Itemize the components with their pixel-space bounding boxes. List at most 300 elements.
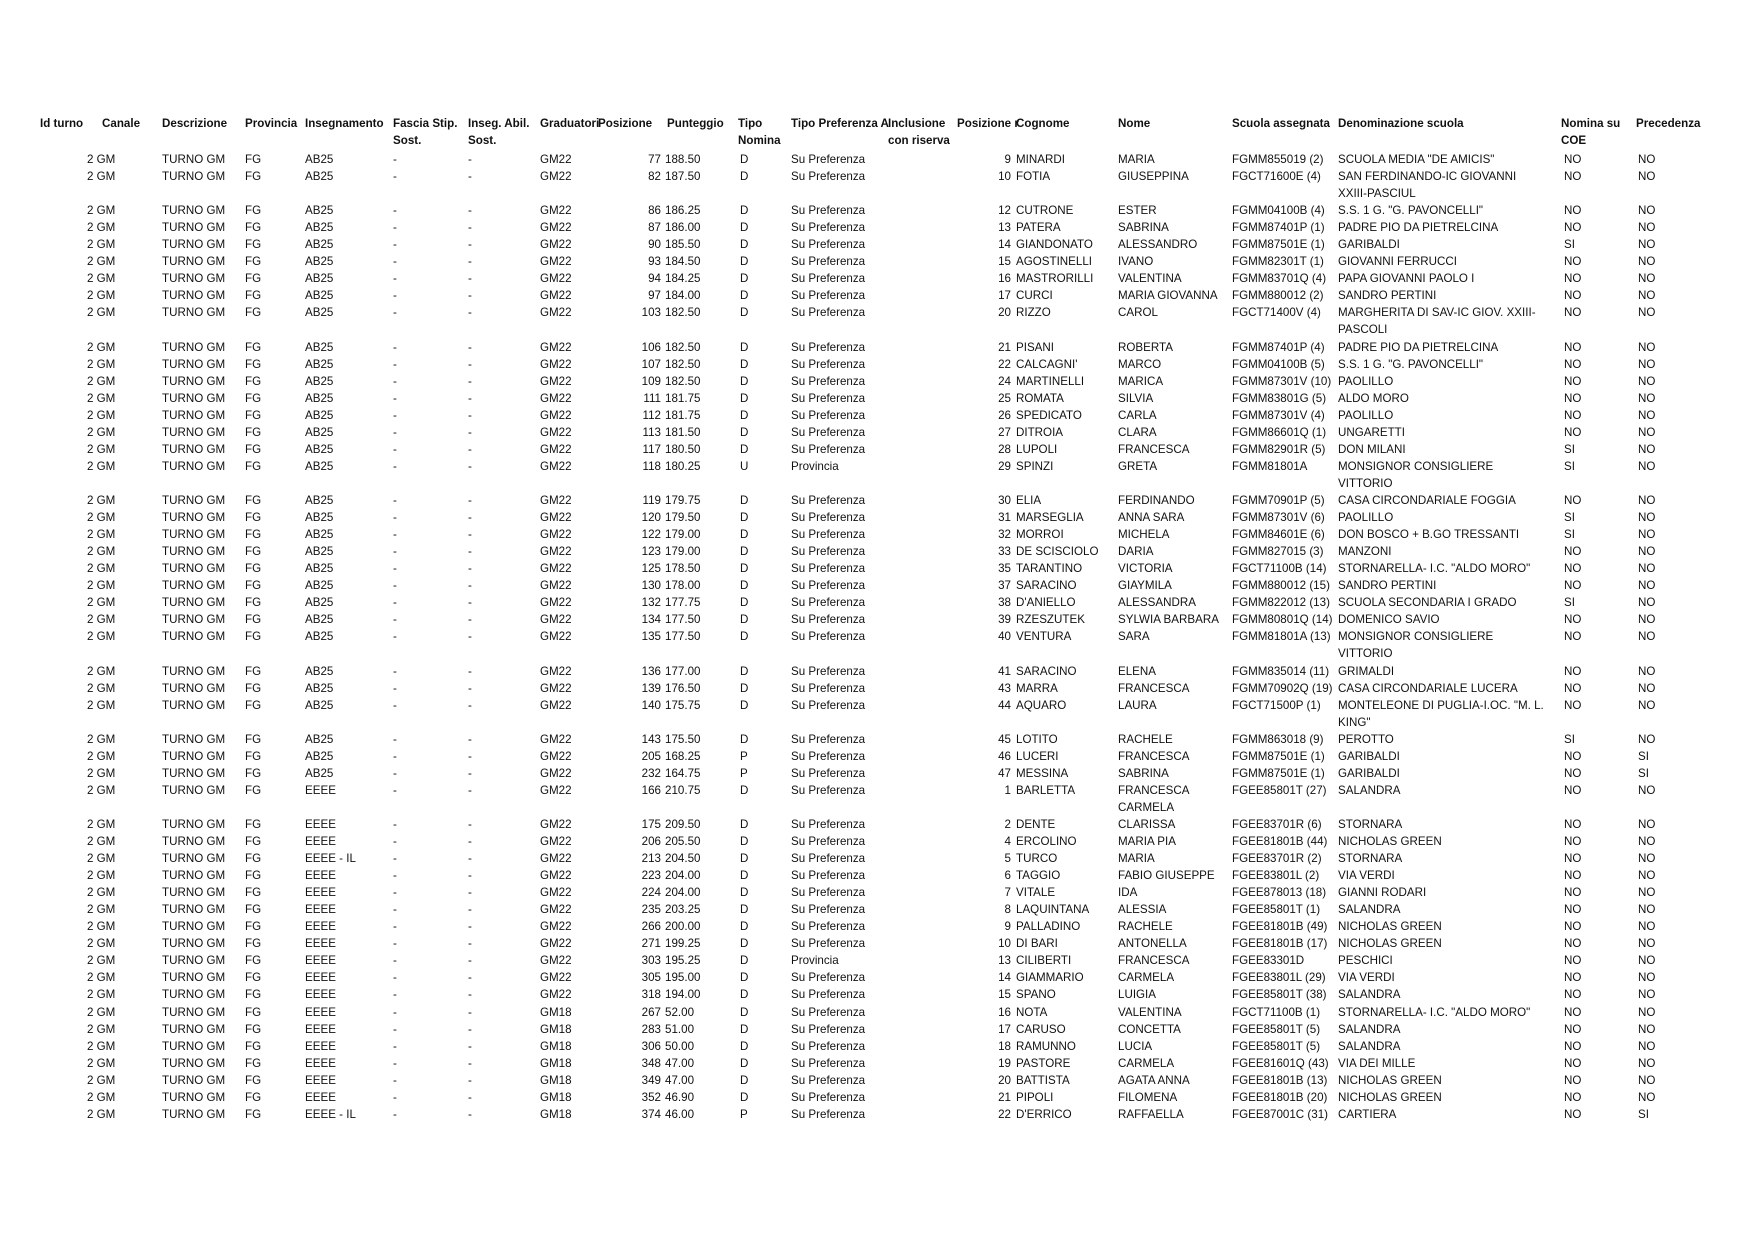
table-cell-desc: TURNO GM xyxy=(162,1022,226,1036)
table-cell-pos: 106 xyxy=(641,340,661,354)
table-cell-cognome: BATTISTA xyxy=(1016,1073,1070,1087)
table-cell-desc: TURNO GM xyxy=(162,442,226,456)
table-cell-desc: TURNO GM xyxy=(162,954,226,968)
table-cell-scuola: FGMM880012 (15) xyxy=(1232,579,1330,593)
table-cell-grad: GM22 xyxy=(540,835,572,848)
table-cell-desc: TURNO GM xyxy=(162,494,226,507)
table-cell-pref: Su Preferenza xyxy=(791,425,866,439)
table-cell-denom: PADRE PIO DA PIETRELCINA xyxy=(1338,221,1499,235)
table-cell-punt: 179.00 xyxy=(665,545,701,559)
header-denominazione-scuola: Denominazione scuola xyxy=(1338,117,1464,130)
table-cell-coe: NO xyxy=(1564,1005,1582,1019)
table-cell-scuola: FGMM827015 (3) xyxy=(1232,545,1324,559)
table-cell-coe: NO xyxy=(1564,630,1582,644)
table-cell-nome: SARA xyxy=(1118,630,1150,644)
table-cell-tipo: D xyxy=(740,272,749,286)
table-cell-desc: TURNO GM xyxy=(162,562,226,576)
table-cell-prov: FG xyxy=(245,1005,262,1019)
table-cell-nome: DARIA xyxy=(1118,545,1154,559)
table-cell-grad: GM22 xyxy=(540,732,572,746)
table-cell-punt: 179.00 xyxy=(665,528,701,542)
table-cell-pos: 134 xyxy=(641,613,661,627)
table-cell-prov: FG xyxy=(245,817,262,831)
header-fascia-stip: Fascia Stip. xyxy=(393,117,458,130)
table-cell-grad: GM22 xyxy=(540,971,572,985)
table-cell-desc: TURNO GM xyxy=(162,664,226,678)
table-cell-fascia: - xyxy=(393,221,397,235)
table-cell-fascia: - xyxy=(393,511,397,525)
table-cell-nome: FRANCESCA xyxy=(1118,442,1190,456)
table-cell-punt: 182.50 xyxy=(665,340,701,354)
table-cell-canale: 2 GM xyxy=(87,494,116,507)
table-cell-posr: 17 xyxy=(998,1022,1011,1036)
table-cell-fascia: - xyxy=(393,442,397,456)
table-cell-punt: 205.50 xyxy=(665,835,701,848)
table-cell-abil: - xyxy=(468,442,472,456)
table-cell-tipo: D xyxy=(740,630,749,644)
table-cell-ins: AB25 xyxy=(305,374,334,388)
table-cell-denom: PAPA GIOVANNI PAOLO I xyxy=(1338,272,1475,286)
table-cell-tipo: D xyxy=(740,613,749,627)
table-cell-scuola: FGCT71100B (1) xyxy=(1232,1005,1321,1019)
table-cell-posr: 2 xyxy=(1004,817,1011,831)
table-cell-cognome: TAGGIO xyxy=(1016,869,1061,883)
table-cell-scuola: FGEE83701R (2) xyxy=(1232,852,1322,866)
table-cell-prov: FG xyxy=(245,988,262,1002)
table-cell-tipo: D xyxy=(740,494,749,507)
table-cell-tipo: D xyxy=(740,954,749,968)
table-cell-abil: - xyxy=(468,545,472,559)
table-cell-coe: NO xyxy=(1564,903,1582,917)
table-cell-prec: NO xyxy=(1638,204,1656,218)
table-cell-prov: FG xyxy=(245,783,262,797)
table-cell-ins: EEEE xyxy=(305,835,336,848)
table-cell-nome: VICTORIA xyxy=(1118,562,1173,576)
table-cell-punt: 46.90 xyxy=(665,1090,695,1104)
table-cell-cognome: VENTURA xyxy=(1016,630,1072,644)
table-cell-canale: 2 GM xyxy=(87,664,116,678)
table-cell-posr: 4 xyxy=(1004,835,1011,848)
table-cell-cognome: MASTRORILLI xyxy=(1016,272,1094,286)
table-cell-prec: NO xyxy=(1638,1005,1656,1019)
table-cell-fascia: - xyxy=(393,408,397,422)
table-cell-prec: NO xyxy=(1638,562,1656,576)
table-cell-desc: TURNO GM xyxy=(162,852,226,866)
table-cell-pos: 303 xyxy=(641,954,661,968)
header-inseg-abil: Inseg. Abil. xyxy=(468,117,530,130)
table-cell-abil: - xyxy=(468,1022,472,1036)
table-cell-canale: 2 GM xyxy=(87,391,116,405)
table-cell-posr: 17 xyxy=(998,289,1011,303)
table-cell-desc: TURNO GM xyxy=(162,596,226,610)
table-cell-abil: - xyxy=(468,170,472,184)
table-cell-nome: RACHELE xyxy=(1118,920,1173,934)
table-cell-canale: 2 GM xyxy=(87,835,116,848)
table-cell-posr: 44 xyxy=(998,698,1011,712)
table-cell-nome: ALESSANDRO xyxy=(1118,238,1198,252)
table-cell-cognome: BARLETTA xyxy=(1016,783,1076,797)
table-cell-denom: GARIBALDI xyxy=(1338,749,1400,763)
table-cell-prec: NO xyxy=(1638,238,1656,252)
table-cell-canale: 2 GM xyxy=(87,613,116,627)
table-cell-cognome: CUTRONE xyxy=(1016,204,1074,218)
table-cell-prec: NO xyxy=(1638,1090,1656,1104)
table-cell-grad: GM22 xyxy=(540,442,572,456)
table-cell-punt: 47.00 xyxy=(665,1056,695,1070)
table-cell-denom: VIA VERDI xyxy=(1338,971,1395,985)
table-cell-ins: EEEE xyxy=(305,1022,336,1036)
table-cell-grad: GM22 xyxy=(540,562,572,576)
table-cell-ins: EEEE xyxy=(305,1005,336,1019)
table-cell-pref: Su Preferenza xyxy=(791,255,866,269)
table-cell-pos: 232 xyxy=(641,766,661,780)
table-cell-canale: 2 GM xyxy=(87,170,116,184)
table-cell-grad: GM22 xyxy=(540,545,572,559)
table-cell-desc: TURNO GM xyxy=(162,613,226,627)
table-cell-punt: 184.50 xyxy=(665,255,701,269)
header-posizione: Posizione xyxy=(598,117,653,130)
table-cell-ins: EEEE xyxy=(305,1073,336,1087)
header-graduatoria: Graduatori xyxy=(540,117,600,130)
table-cell-pos: 223 xyxy=(641,869,661,883)
table-cell-posr: 28 xyxy=(998,442,1011,456)
table-cell-posr: 43 xyxy=(998,681,1011,695)
table-cell-ins: AB25 xyxy=(305,494,334,507)
table-cell-abil: - xyxy=(468,408,472,422)
table-cell-fascia: - xyxy=(393,698,397,712)
table-cell-fascia: - xyxy=(393,954,397,968)
table-cell-grad: GM18 xyxy=(540,1056,572,1070)
table-cell-tipo: D xyxy=(740,852,749,866)
table-cell-fascia: - xyxy=(393,1039,397,1053)
table-cell-ins: EEEE - IL xyxy=(305,1107,356,1121)
table-cell-coe: SI xyxy=(1564,732,1575,746)
table-cell-desc: TURNO GM xyxy=(162,357,226,371)
table-cell-pos: 267 xyxy=(641,1005,661,1019)
table-cell-punt: 204.00 xyxy=(665,886,701,900)
table-cell-canale: 2 GM xyxy=(87,988,116,1002)
table-cell-canale: 2 GM xyxy=(87,255,116,269)
table-cell-coe: NO xyxy=(1564,425,1582,439)
table-cell-desc: TURNO GM xyxy=(162,306,226,320)
table-cell-prov: FG xyxy=(245,835,262,848)
table-cell-nome: SABRINA xyxy=(1118,221,1169,235)
table-cell-canale: 2 GM xyxy=(87,374,116,388)
table-cell-grad: GM22 xyxy=(540,613,572,627)
table-cell-denom: SAN FERDINANDO-IC GIOVANNI XXIII-PASCIUL xyxy=(1338,170,1517,201)
table-cell-abil: - xyxy=(468,459,472,473)
table-cell-fascia: - xyxy=(393,545,397,559)
table-cell-ins: AB25 xyxy=(305,732,334,746)
table-cell-fascia: - xyxy=(393,1005,397,1019)
table-cell-punt: 184.25 xyxy=(665,272,701,286)
table-cell-pos: 90 xyxy=(648,238,661,252)
table-cell-prov: FG xyxy=(245,1039,262,1053)
table-cell-fascia: - xyxy=(393,391,397,405)
table-cell-cognome: SARACINO xyxy=(1016,664,1077,678)
table-cell-fascia: - xyxy=(393,289,397,303)
table-cell-pos: 318 xyxy=(641,988,661,1002)
table-cell-abil: - xyxy=(468,153,472,166)
table-cell-fascia: - xyxy=(393,238,397,252)
header-inclusione: Inclusione xyxy=(888,117,946,130)
table-cell-canale: 2 GM xyxy=(87,971,116,985)
table-cell-fascia: - xyxy=(393,340,397,354)
table-cell-prec: NO xyxy=(1638,920,1656,934)
header-inseg-abil-2: Sost. xyxy=(468,134,497,147)
table-cell-abil: - xyxy=(468,494,472,507)
table-cell-abil: - xyxy=(468,903,472,917)
table-cell-prov: FG xyxy=(245,869,262,883)
header-nome: Nome xyxy=(1118,117,1151,130)
table-cell-cognome: D'ERRICO xyxy=(1016,1107,1072,1121)
table-cell-nome: RACHELE xyxy=(1118,732,1173,746)
table-cell-cognome: GIAMMARIO xyxy=(1016,971,1084,985)
table-cell-scuola: FGEE81801B (13) xyxy=(1232,1073,1328,1087)
table-cell-nome: ANTONELLA xyxy=(1118,937,1187,951)
table-cell-desc: TURNO GM xyxy=(162,1005,226,1019)
table-cell-posr: 9 xyxy=(1004,920,1011,934)
table-cell-grad: GM18 xyxy=(540,1073,572,1087)
table-cell-tipo: D xyxy=(740,1039,749,1053)
table-cell-desc: TURNO GM xyxy=(162,783,226,797)
table-cell-punt: 50.00 xyxy=(665,1039,695,1053)
table-cell-denom: STORNARELLA- I.C. "ALDO MORO" xyxy=(1338,1005,1531,1019)
table-cell-prec: NO xyxy=(1638,681,1656,695)
table-cell-cognome: ELIA xyxy=(1016,494,1042,507)
table-cell-scuola: FGMM83701Q (4) xyxy=(1232,272,1327,286)
table-cell-prov: FG xyxy=(245,1107,262,1121)
table-cell-abil: - xyxy=(468,852,472,866)
table-cell-pref: Su Preferenza xyxy=(791,204,866,218)
header-nomina-coe: Nomina su xyxy=(1561,117,1621,130)
table-cell-denom: GARIBALDI xyxy=(1338,766,1400,780)
table-cell-abil: - xyxy=(468,238,472,252)
table-cell-abil: - xyxy=(468,579,472,593)
table-cell-fascia: - xyxy=(393,886,397,900)
table-cell-ins: EEEE xyxy=(305,817,336,831)
table-cell-ins: AB25 xyxy=(305,630,334,644)
table-cell-pos: 130 xyxy=(641,579,661,593)
table-cell-nome: LAURA xyxy=(1118,698,1157,712)
table-cell-cognome: MESSINA xyxy=(1016,766,1069,780)
table-cell-grad: GM22 xyxy=(540,357,572,371)
table-cell-fascia: - xyxy=(393,630,397,644)
table-cell-desc: TURNO GM xyxy=(162,732,226,746)
table-cell-denom: SCUOLA MEDIA "DE AMICIS" xyxy=(1338,153,1495,166)
table-cell-desc: TURNO GM xyxy=(162,835,226,848)
table-cell-canale: 2 GM xyxy=(87,562,116,576)
table-cell-punt: 46.00 xyxy=(665,1107,695,1121)
table-cell-tipo: D xyxy=(740,1056,749,1070)
table-cell-desc: TURNO GM xyxy=(162,749,226,763)
table-cell-fascia: - xyxy=(393,783,397,797)
table-cell-abil: - xyxy=(468,988,472,1002)
table-cell-prov: FG xyxy=(245,511,262,525)
table-cell-pref: Su Preferenza xyxy=(791,1039,866,1053)
table-cell-abil: - xyxy=(468,374,472,388)
table-cell-abil: - xyxy=(468,562,472,576)
table-cell-coe: NO xyxy=(1564,988,1582,1002)
table-cell-denom: NICHOLAS GREEN xyxy=(1338,835,1442,848)
table-cell-ins: AB25 xyxy=(305,596,334,610)
table-cell-pref: Su Preferenza xyxy=(791,374,866,388)
table-cell-grad: GM22 xyxy=(540,988,572,1002)
table-cell-pos: 143 xyxy=(641,732,661,746)
table-cell-canale: 2 GM xyxy=(87,732,116,746)
table-cell-prov: FG xyxy=(245,255,262,269)
table-cell-prov: FG xyxy=(245,153,262,166)
header-tipo-nomina-2: Nomina xyxy=(738,134,781,147)
table-cell-prov: FG xyxy=(245,306,262,320)
table-cell-tipo: D xyxy=(740,903,749,917)
table-cell-scuola: FGMM70902Q (19) xyxy=(1232,681,1333,695)
table-cell-coe: NO xyxy=(1564,920,1582,934)
table-cell-punt: 168.25 xyxy=(665,749,701,763)
table-cell-coe: NO xyxy=(1564,852,1582,866)
table-cell-grad: GM22 xyxy=(540,408,572,422)
table-cell-fascia: - xyxy=(393,579,397,593)
table-cell-prov: FG xyxy=(245,408,262,422)
table-cell-nome: FRANCESCA xyxy=(1118,749,1190,763)
header-tipo-preferenza: Tipo Preferenza A xyxy=(791,117,889,130)
table-cell-posr: 21 xyxy=(998,1090,1011,1104)
table-cell-scuola: FGMM04100B (5) xyxy=(1232,357,1325,371)
table-cell-nome: RAFFAELLA xyxy=(1118,1107,1184,1121)
table-cell-cognome: SPANO xyxy=(1016,988,1056,1002)
table-cell-nome: MARIA PIA xyxy=(1118,835,1176,848)
table-cell-prov: FG xyxy=(245,596,262,610)
table-cell-punt: 47.00 xyxy=(665,1073,695,1087)
table-cell-canale: 2 GM xyxy=(87,306,116,320)
table-cell-coe: NO xyxy=(1564,494,1582,507)
table-cell-coe: SI xyxy=(1564,528,1575,542)
table-cell-scuola: FGMM87501E (1) xyxy=(1232,238,1325,252)
table-cell-scuola: FGMM87401P (4) xyxy=(1232,340,1325,354)
table-cell-nome: CONCETTA xyxy=(1118,1022,1181,1036)
table-cell-pos: 213 xyxy=(641,852,661,866)
table-cell-ins: EEEE xyxy=(305,937,336,951)
table-cell-punt: 181.50 xyxy=(665,425,701,439)
table-cell-punt: 51.00 xyxy=(665,1022,695,1036)
table-cell-prov: FG xyxy=(245,971,262,985)
table-cell-prec: NO xyxy=(1638,630,1656,644)
table-cell-coe: NO xyxy=(1564,221,1582,235)
table-cell-prec: NO xyxy=(1638,459,1656,473)
table-cell-pref: Su Preferenza xyxy=(791,579,866,593)
table-cell-posr: 38 xyxy=(998,596,1011,610)
table-cell-coe: NO xyxy=(1564,835,1582,848)
table-cell-nome: LUCIA xyxy=(1118,1039,1153,1053)
table-cell-coe: NO xyxy=(1564,749,1582,763)
table-cell-desc: TURNO GM xyxy=(162,937,226,951)
table-cell-desc: TURNO GM xyxy=(162,289,226,303)
table-cell-scuola: FGEE85801T (27) xyxy=(1232,783,1327,797)
table-cell-tipo: P xyxy=(740,1107,748,1121)
table-cell-pos: 82 xyxy=(648,170,661,184)
table-cell-pos: 112 xyxy=(642,408,661,422)
table-cell-posr: 14 xyxy=(998,238,1011,252)
table-cell-posr: 13 xyxy=(998,954,1011,968)
table-cell-tipo: D xyxy=(740,1005,749,1019)
table-cell-cognome: PASTORE xyxy=(1016,1056,1071,1070)
table-cell-desc: TURNO GM xyxy=(162,630,226,644)
table-cell-coe: NO xyxy=(1564,1056,1582,1070)
table-cell-punt: 177.75 xyxy=(665,596,701,610)
table-cell-scuola: FGMM87401P (1) xyxy=(1232,221,1325,235)
table-cell-prec: NO xyxy=(1638,1056,1656,1070)
table-cell-posr: 30 xyxy=(998,494,1011,507)
table-cell-tipo: D xyxy=(740,170,749,184)
table-cell-scuola: FGCT71500P (1) xyxy=(1232,698,1321,712)
table-cell-denom: PAOLILLO xyxy=(1338,374,1394,388)
table-cell-punt: 180.25 xyxy=(665,459,701,473)
table-cell-posr: 35 xyxy=(998,562,1011,576)
table-cell-pos: 94 xyxy=(648,272,661,286)
table-cell-prec: NO xyxy=(1638,817,1656,831)
table-cell-punt: 177.00 xyxy=(665,664,701,678)
table-cell-cognome: PISANI xyxy=(1016,340,1055,354)
table-cell-ins: EEEE - IL xyxy=(305,852,356,866)
table-cell-pos: 97 xyxy=(648,289,661,303)
table-cell-posr: 22 xyxy=(998,357,1011,371)
table-cell-abil: - xyxy=(468,596,472,610)
table-cell-pos: 140 xyxy=(641,698,661,712)
table-cell-tipo: D xyxy=(740,869,749,883)
header-fascia-stip-2: Sost. xyxy=(393,134,422,147)
table-cell-scuola: FGMM87301V (10) xyxy=(1232,374,1332,388)
table-cell-nome: ESTER xyxy=(1118,204,1157,218)
table-cell-grad: GM22 xyxy=(540,783,572,797)
table-cell-cognome: TURCO xyxy=(1016,852,1058,866)
table-cell-fascia: - xyxy=(393,664,397,678)
table-cell-prov: FG xyxy=(245,170,262,184)
table-cell-punt: 175.50 xyxy=(665,732,701,746)
table-cell-tipo: D xyxy=(740,204,749,218)
table-cell-tipo: D xyxy=(740,698,749,712)
table-cell-pref: Su Preferenza xyxy=(791,783,866,797)
table-cell-abil: - xyxy=(468,766,472,780)
table-cell-posr: 46 xyxy=(998,749,1011,763)
table-cell-prov: FG xyxy=(245,698,262,712)
table-cell-scuola: FGEE81601Q (43) xyxy=(1232,1056,1329,1070)
table-cell-prov: FG xyxy=(245,204,262,218)
table-cell-grad: GM22 xyxy=(540,459,572,473)
table-cell-desc: TURNO GM xyxy=(162,817,226,831)
table-cell-pos: 93 xyxy=(648,255,661,269)
table-cell-grad: GM22 xyxy=(540,698,572,712)
table-cell-coe: SI xyxy=(1564,596,1575,610)
table-cell-posr: 27 xyxy=(998,425,1011,439)
table-cell-ins: EEEE xyxy=(305,869,336,883)
table-cell-canale: 2 GM xyxy=(87,749,116,763)
table-cell-grad: GM22 xyxy=(540,340,572,354)
table-cell-desc: TURNO GM xyxy=(162,698,226,712)
table-cell-pref: Su Preferenza xyxy=(791,494,866,507)
table-cell-scuola: FGMM835014 (11) xyxy=(1232,664,1330,678)
table-cell-canale: 2 GM xyxy=(87,1022,116,1036)
table-cell-fascia: - xyxy=(393,255,397,269)
table-cell-punt: 186.25 xyxy=(665,204,701,218)
table-cell-ins: AB25 xyxy=(305,511,334,525)
table-cell-prov: FG xyxy=(245,357,262,371)
table-cell-denom: SALANDRA xyxy=(1338,783,1401,797)
table-cell-cognome: TARANTINO xyxy=(1016,562,1083,576)
table-cell-pref: Su Preferenza xyxy=(791,835,866,848)
table-cell-coe: NO xyxy=(1564,698,1582,712)
table-cell-punt: 177.50 xyxy=(665,630,701,644)
table-cell-prec: NO xyxy=(1638,1022,1656,1036)
